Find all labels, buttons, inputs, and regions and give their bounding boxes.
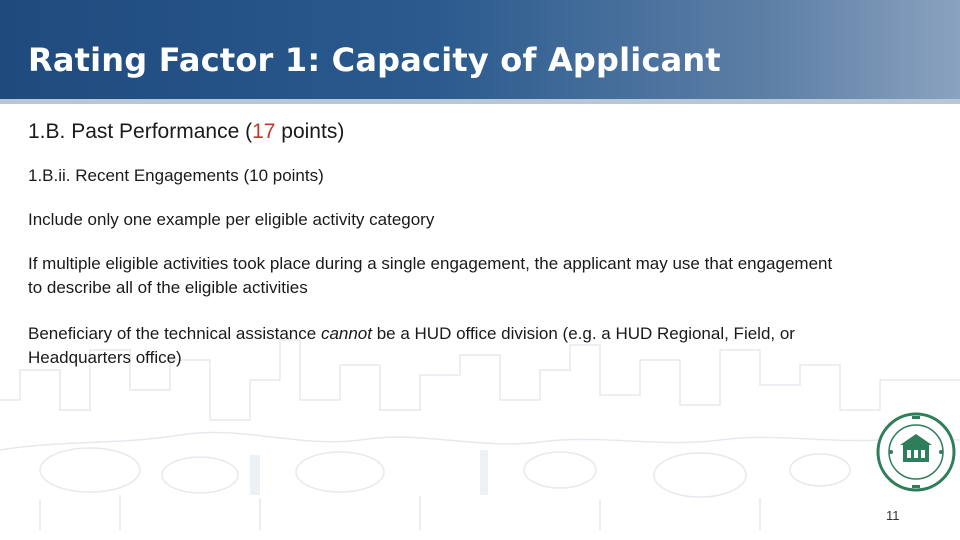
title-bar — [0, 0, 960, 104]
subsection-heading: 1.B.ii. Recent Engagements (10 points) — [28, 166, 324, 185]
paragraph-one-example: Include only one example per eligible activity category — [28, 210, 435, 229]
paragraph-multiple-activities: If multiple eligible activities took place during a single engagement, the applicant may use that engagement to describe all of the eligible activities — [28, 254, 833, 297]
page-number: 11 — [886, 508, 900, 523]
hud-seal-icon — [874, 410, 958, 494]
section-heading-prefix: 1.B. Past Performance ( — [28, 120, 253, 143]
points-highlight: 17 — [252, 120, 276, 143]
section-heading — [28, 118, 888, 146]
paragraph-beneficiary-emphasis: cannot — [320, 324, 372, 343]
paragraph-beneficiary-before: Beneficiary of the technical assistance — [28, 324, 321, 343]
slide-body — [28, 118, 888, 370]
paragraph-beneficiary — [28, 322, 828, 370]
slide-title: Rating Factor 1: Capacity of Applicant — [28, 41, 721, 79]
paragraph-beneficiary-after: be a HUD office division (e.g. a HUD Regional, Field, or Headquarters office) — [28, 324, 795, 367]
section-heading-suffix: points) — [275, 120, 345, 143]
